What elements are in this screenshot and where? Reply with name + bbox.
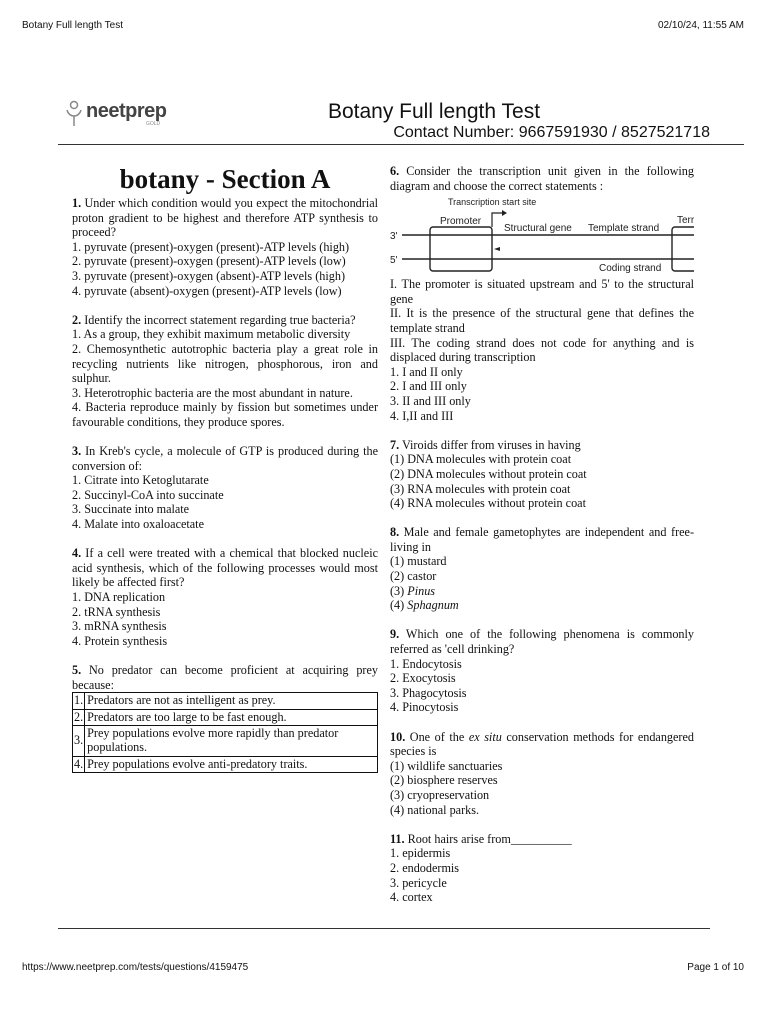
option[interactable]: 1. Citrate into Ketoglutarate [72, 473, 209, 488]
option[interactable]: 4. cortex [390, 890, 433, 905]
question-stem [390, 730, 694, 759]
question-stem [72, 313, 378, 328]
statement: III. The coding strand does not code for anything and is displaced during transcription [390, 335, 694, 365]
question-number: 4. [72, 546, 82, 561]
table-row[interactable] [73, 709, 378, 726]
question-10 [390, 730, 694, 818]
option[interactable]: 2. pyruvate (present)-oxygen (present)-ATP levels (low) [72, 254, 346, 269]
option[interactable]: (4) RNA molecules without protein coat [390, 496, 586, 511]
option-number: 3. [73, 726, 85, 756]
option[interactable]: (1) wildlife sanctuaries [390, 758, 503, 773]
question-number: 9. [390, 627, 400, 642]
question-text: Identify the incorrect statement regarding true bacteria? [81, 312, 356, 327]
start-site-label: Transcription start site [448, 197, 537, 208]
option[interactable]: 3. pericycle [390, 875, 447, 890]
question-3 [72, 444, 378, 532]
table-row[interactable] [73, 726, 378, 756]
template-strand-label: Template strand [588, 223, 660, 235]
question-6 [390, 164, 694, 423]
question-8 [390, 525, 694, 613]
browser-tab-title: Botany Full length Test [22, 20, 123, 31]
question-11 [390, 832, 694, 905]
option[interactable]: 2. endodermis [390, 860, 460, 875]
option-name: Sphagnum [407, 598, 459, 613]
option-text: Prey populations evolve anti-predatory traits. [85, 756, 378, 773]
option[interactable]: 4. pyruvate (absent)-oxygen (present)-ATP levels (low) [72, 283, 342, 298]
promoter-label: Promoter [440, 216, 482, 228]
option[interactable]: (1) DNA molecules with protein coat [390, 452, 572, 467]
statement: II. It is the presence of the structural gene that defines the template strand [390, 306, 694, 335]
option[interactable]: (4) national parks. [390, 802, 480, 817]
option-text: Predators are not as intelligent as prey. [85, 693, 378, 710]
option[interactable]: 2. tRNA synthesis [72, 604, 161, 619]
terminator-label: Terr [677, 215, 694, 227]
question-stem [390, 438, 694, 453]
option-prefix: (3) [390, 583, 408, 598]
question-stem [72, 196, 378, 240]
question-1 [72, 196, 378, 298]
question-text: Male and female gametophytes are independent and free-living in [390, 525, 694, 554]
right-column [390, 164, 694, 905]
question-5 [72, 663, 378, 773]
option-text: Prey populations evolve more rapidly than predator populations. [85, 726, 378, 756]
option-number: 4. [73, 756, 85, 773]
structural-gene-label: Structural gene [504, 223, 572, 235]
logo-text: neetprep [86, 100, 167, 122]
question-7 [390, 438, 694, 511]
option[interactable]: (1) mustard [390, 554, 447, 569]
table-row[interactable] [73, 693, 378, 710]
option[interactable]: 1. epidermis [390, 846, 451, 861]
option[interactable]: 3. Phagocytosis [390, 685, 467, 700]
option[interactable]: 3. Heterotrophic bacteria are the most abundant in nature. [72, 385, 353, 400]
option-prefix: (4) [390, 598, 408, 613]
contact-number: Contact Number: 9667591930 / 8527521718 [393, 124, 710, 141]
option[interactable]: 1. DNA replication [72, 590, 166, 605]
option[interactable]: 3. mRNA synthesis [72, 619, 167, 634]
question-text: No predator can become proficient at acquiring prey because: [72, 663, 378, 692]
question-number: 10. [390, 729, 406, 744]
question-text: One of the [405, 729, 469, 744]
option[interactable]: 4. Pinocytosis [390, 700, 459, 715]
footer-divider [58, 928, 710, 929]
question-text: If a cell were treated with a chemical that blocked nucleic acid synthesis, which of the following processes would most likely be affected first? [72, 546, 378, 590]
question-text: Root hairs arise from__________ [404, 831, 572, 846]
question-number: 2. [72, 312, 82, 327]
option[interactable]: 1. As a group, they exhibit maximum metabolic diversity [72, 327, 351, 342]
question-stem [72, 663, 378, 692]
question-stem [72, 444, 378, 473]
option-number: 1. [73, 693, 85, 710]
question-number: 8. [390, 525, 400, 540]
coding-strand-label: Coding strand [599, 263, 662, 274]
option[interactable]: (2) castor [390, 569, 437, 584]
left-column [72, 196, 378, 773]
terminator-box [672, 227, 694, 271]
options-table [72, 692, 378, 773]
page-url[interactable]: https://www.neetprep.com/tests/questions/4159475 [22, 962, 249, 973]
question-text-emphasis: ex situ [468, 729, 502, 744]
question-stem [390, 627, 694, 656]
option[interactable]: 1. I and II only [390, 364, 463, 379]
question-text: conservation methods for endangered species is [390, 729, 694, 759]
section-title: botany - Section A [119, 164, 331, 194]
question-text: Under which condition would you expect the mitochondrial proton gradient to be highest and therefore ATP synthesis to proceed? [72, 196, 378, 240]
option[interactable]: 4. Bacteria reproduce mainly by fission but sometimes under favourable conditions, they produce spores. [72, 400, 378, 429]
question-stem [390, 164, 694, 193]
option[interactable]: (3) RNA molecules with protein coat [390, 481, 571, 496]
question-stem [390, 525, 694, 554]
option[interactable]: 2. Exocytosis [390, 671, 456, 686]
option[interactable]: 1. Endocytosis [390, 656, 462, 671]
option[interactable]: 2. I and III only [390, 379, 467, 394]
logo-subtext: GOLD [146, 121, 161, 127]
five-prime-label: 5' [390, 255, 398, 267]
option[interactable]: 3. pyruvate (present)-oxygen (absent)-ATP levels (high) [72, 268, 346, 283]
question-number: 11. [390, 831, 405, 846]
option[interactable]: 2. Succinyl-CoA into succinate [72, 487, 224, 502]
question-text: In Kreb's cycle, a molecule of GTP is produced during the conversion of: [72, 444, 378, 473]
option-name: Pinus [407, 583, 436, 598]
option-number: 2. [73, 709, 85, 726]
table-row[interactable] [73, 756, 378, 773]
arrowhead-icon [494, 247, 500, 251]
header-divider [58, 144, 744, 145]
question-2 [72, 313, 378, 430]
option[interactable]: (3) cryopreservation [390, 787, 490, 802]
option[interactable]: 3. Succinate into malate [72, 502, 190, 517]
question-text: Viroids differ from viruses in having [399, 437, 581, 452]
option[interactable]: 4. Malate into oxaloacetate [72, 517, 204, 532]
page-indicator: Page 1 of 10 [687, 962, 744, 973]
option[interactable] [390, 584, 694, 599]
three-prime-label: 3' [390, 231, 398, 243]
option[interactable]: 2. Chemosynthetic autotrophic bacteria play a great role in recycling nutrients like nitrogen, phosphorous, iron and sulphur. [72, 341, 378, 386]
option[interactable]: (2) DNA molecules without protein coat [390, 466, 587, 481]
question-number: 6. [390, 164, 400, 178]
question-text: Which one of the following phenomena is commonly referred as 'cell drinking? [390, 627, 694, 657]
option[interactable]: (2) biosphere reserves [390, 773, 498, 788]
option[interactable]: 4. Protein synthesis [72, 633, 168, 648]
promoter-box [430, 227, 492, 271]
question-number: 5. [72, 663, 82, 677]
question-text: Consider the transcription unit given in the following diagram and choose the correct statements : [390, 164, 694, 193]
arrowhead-icon [502, 210, 507, 216]
page-title: Botany Full length Test [327, 100, 541, 123]
option-text: Predators are too large to be fast enough. [85, 709, 378, 726]
print-datetime: 02/10/24, 11:55 AM [658, 20, 744, 31]
option[interactable]: 1. pyruvate (present)-oxygen (present)-ATP levels (high) [72, 239, 350, 254]
question-stem [72, 546, 378, 590]
option[interactable]: 4. I,II and III [390, 408, 454, 423]
question-number: 3. [72, 444, 82, 459]
option[interactable]: 3. II and III only [390, 393, 471, 408]
question-4 [72, 546, 378, 648]
transcription-unit-diagram [390, 193, 694, 273]
question-stem [390, 832, 694, 847]
statement: I. The promoter is situated upstream and 5' to the structural gene [390, 277, 694, 306]
question-number: 1. [72, 196, 82, 210]
question-number: 7. [390, 437, 400, 452]
option[interactable] [390, 598, 694, 613]
question-9 [390, 627, 694, 715]
